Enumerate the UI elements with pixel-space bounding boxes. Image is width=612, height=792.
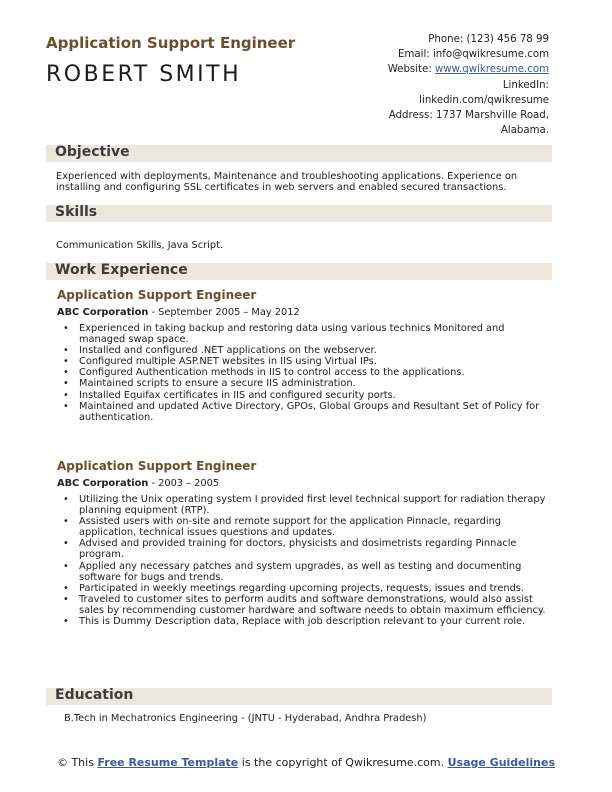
- free-resume-template-link[interactable]: Free Resume Template: [97, 756, 239, 769]
- copyright-footer: [46, 756, 566, 771]
- list-item: • Installed Equifax certificates in IIS and configured security ports.: [63, 389, 396, 401]
- job-2-company-line: [57, 478, 219, 489]
- job-1-bullets: [57, 323, 552, 423]
- job-2-bullets: [57, 494, 552, 627]
- skills-section-header: [46, 205, 552, 222]
- work-section-header: [46, 263, 552, 280]
- contact-website: [329, 62, 549, 77]
- contact-phone: Phone: (123) 456 78 99: [428, 34, 549, 45]
- education-heading: Education: [55, 687, 134, 703]
- job-2-dates: - 2003 – 2005: [148, 478, 220, 489]
- list-item: • Participated in weekly meetings regarding upcoming projects, requests, issues and trends.: [63, 582, 525, 594]
- list-item: • Configured Authentication methods in IIS to control access to the applications.: [63, 367, 465, 379]
- objective-heading: Objective: [55, 144, 130, 160]
- header-job-title: Application Support Engineer: [46, 34, 296, 52]
- list-item: • This is Dummy Description data, Replace with job description relevant to your current role.: [63, 616, 526, 628]
- contact-linkedin-label: LinkedIn:: [502, 79, 549, 91]
- job-1-title: Application Support Engineer: [57, 288, 257, 302]
- job-1-company: ABC Corporation: [57, 307, 149, 318]
- candidate-name: ROBERT SMITH: [46, 62, 242, 87]
- list-item: • Traveled to customer sites to perform audits and software demonstrations, would also assist sales by recommending customer hardware and software needs to obtain maximum efficiency.: [63, 593, 546, 616]
- list-item: • Applied any necessary patches and system upgrades, as well as testing and documenting software for bugs and trends.: [63, 560, 522, 583]
- contact-linkedin-url: linkedin.com/qwikresume: [419, 94, 549, 106]
- list-item: • Installed and configured .NET applications on the webserver.: [63, 345, 377, 357]
- objective-section-header: [46, 145, 552, 162]
- usage-guidelines-link[interactable]: Usage Guidelines: [447, 756, 556, 769]
- list-item: • Assisted users with on-site and remote support for the application Pinnacle, regarding application, technical issues questions and updates.: [63, 516, 502, 539]
- list-item: • Experienced in taking backup and restoring data using various technics Monitored and managed swap space.: [63, 323, 505, 346]
- job-1-company-line: [57, 307, 300, 318]
- list-item: • Maintained scripts to ensure a secure IIS administration.: [63, 378, 356, 390]
- job-2-company: ABC Corporation: [57, 478, 149, 489]
- skills-heading: Skills: [55, 204, 98, 220]
- education-section-header: [46, 688, 552, 705]
- list-item: • Maintained and updated Active Directory, GPOs, Global Groups and Resultant Set of Policy for authentication.: [63, 400, 540, 423]
- website-link[interactable]: www.qwikresume.com: [434, 64, 549, 76]
- education-text: B.Tech in Mechatronics Engineering - (JNTU - Hyderabad, Andhra Pradesh): [64, 713, 427, 724]
- work-heading: Work Experience: [55, 262, 188, 278]
- list-item: • Advised and provided training for doctors, physicists and dosimetrists regarding Pinnacle program.: [63, 538, 517, 561]
- footer-middle: is the copyright of Qwikresume.com.: [238, 756, 448, 769]
- skills-text: Communication Skills, Java Script.: [56, 240, 224, 251]
- contact-address-line1: Address: 1737 Marshville Road,: [388, 110, 549, 122]
- footer-prefix: © This: [56, 756, 98, 769]
- list-item: • Configured multiple ASP.NET websites in IIS using Virtual IPs.: [63, 356, 377, 368]
- job-1-dates: - September 2005 – May 2012: [148, 307, 300, 318]
- contact-block: [329, 32, 549, 138]
- objective-text: Experienced with deployments, Maintenance and troubleshooting applications. Experience on installing and configuring SSL certificates in web servers and enabled secured transactions.: [56, 171, 518, 194]
- contact-email: Email: info@qwikresume.com: [398, 49, 549, 61]
- website-label: Website:: [387, 64, 435, 76]
- job-2-title: Application Support Engineer: [57, 459, 257, 473]
- list-item: • Utilizing the Unix operating system I provided first level technical support for radiation therapy planning equipment (RTP).: [63, 494, 546, 517]
- contact-address-line2: Alabama.: [500, 125, 549, 137]
